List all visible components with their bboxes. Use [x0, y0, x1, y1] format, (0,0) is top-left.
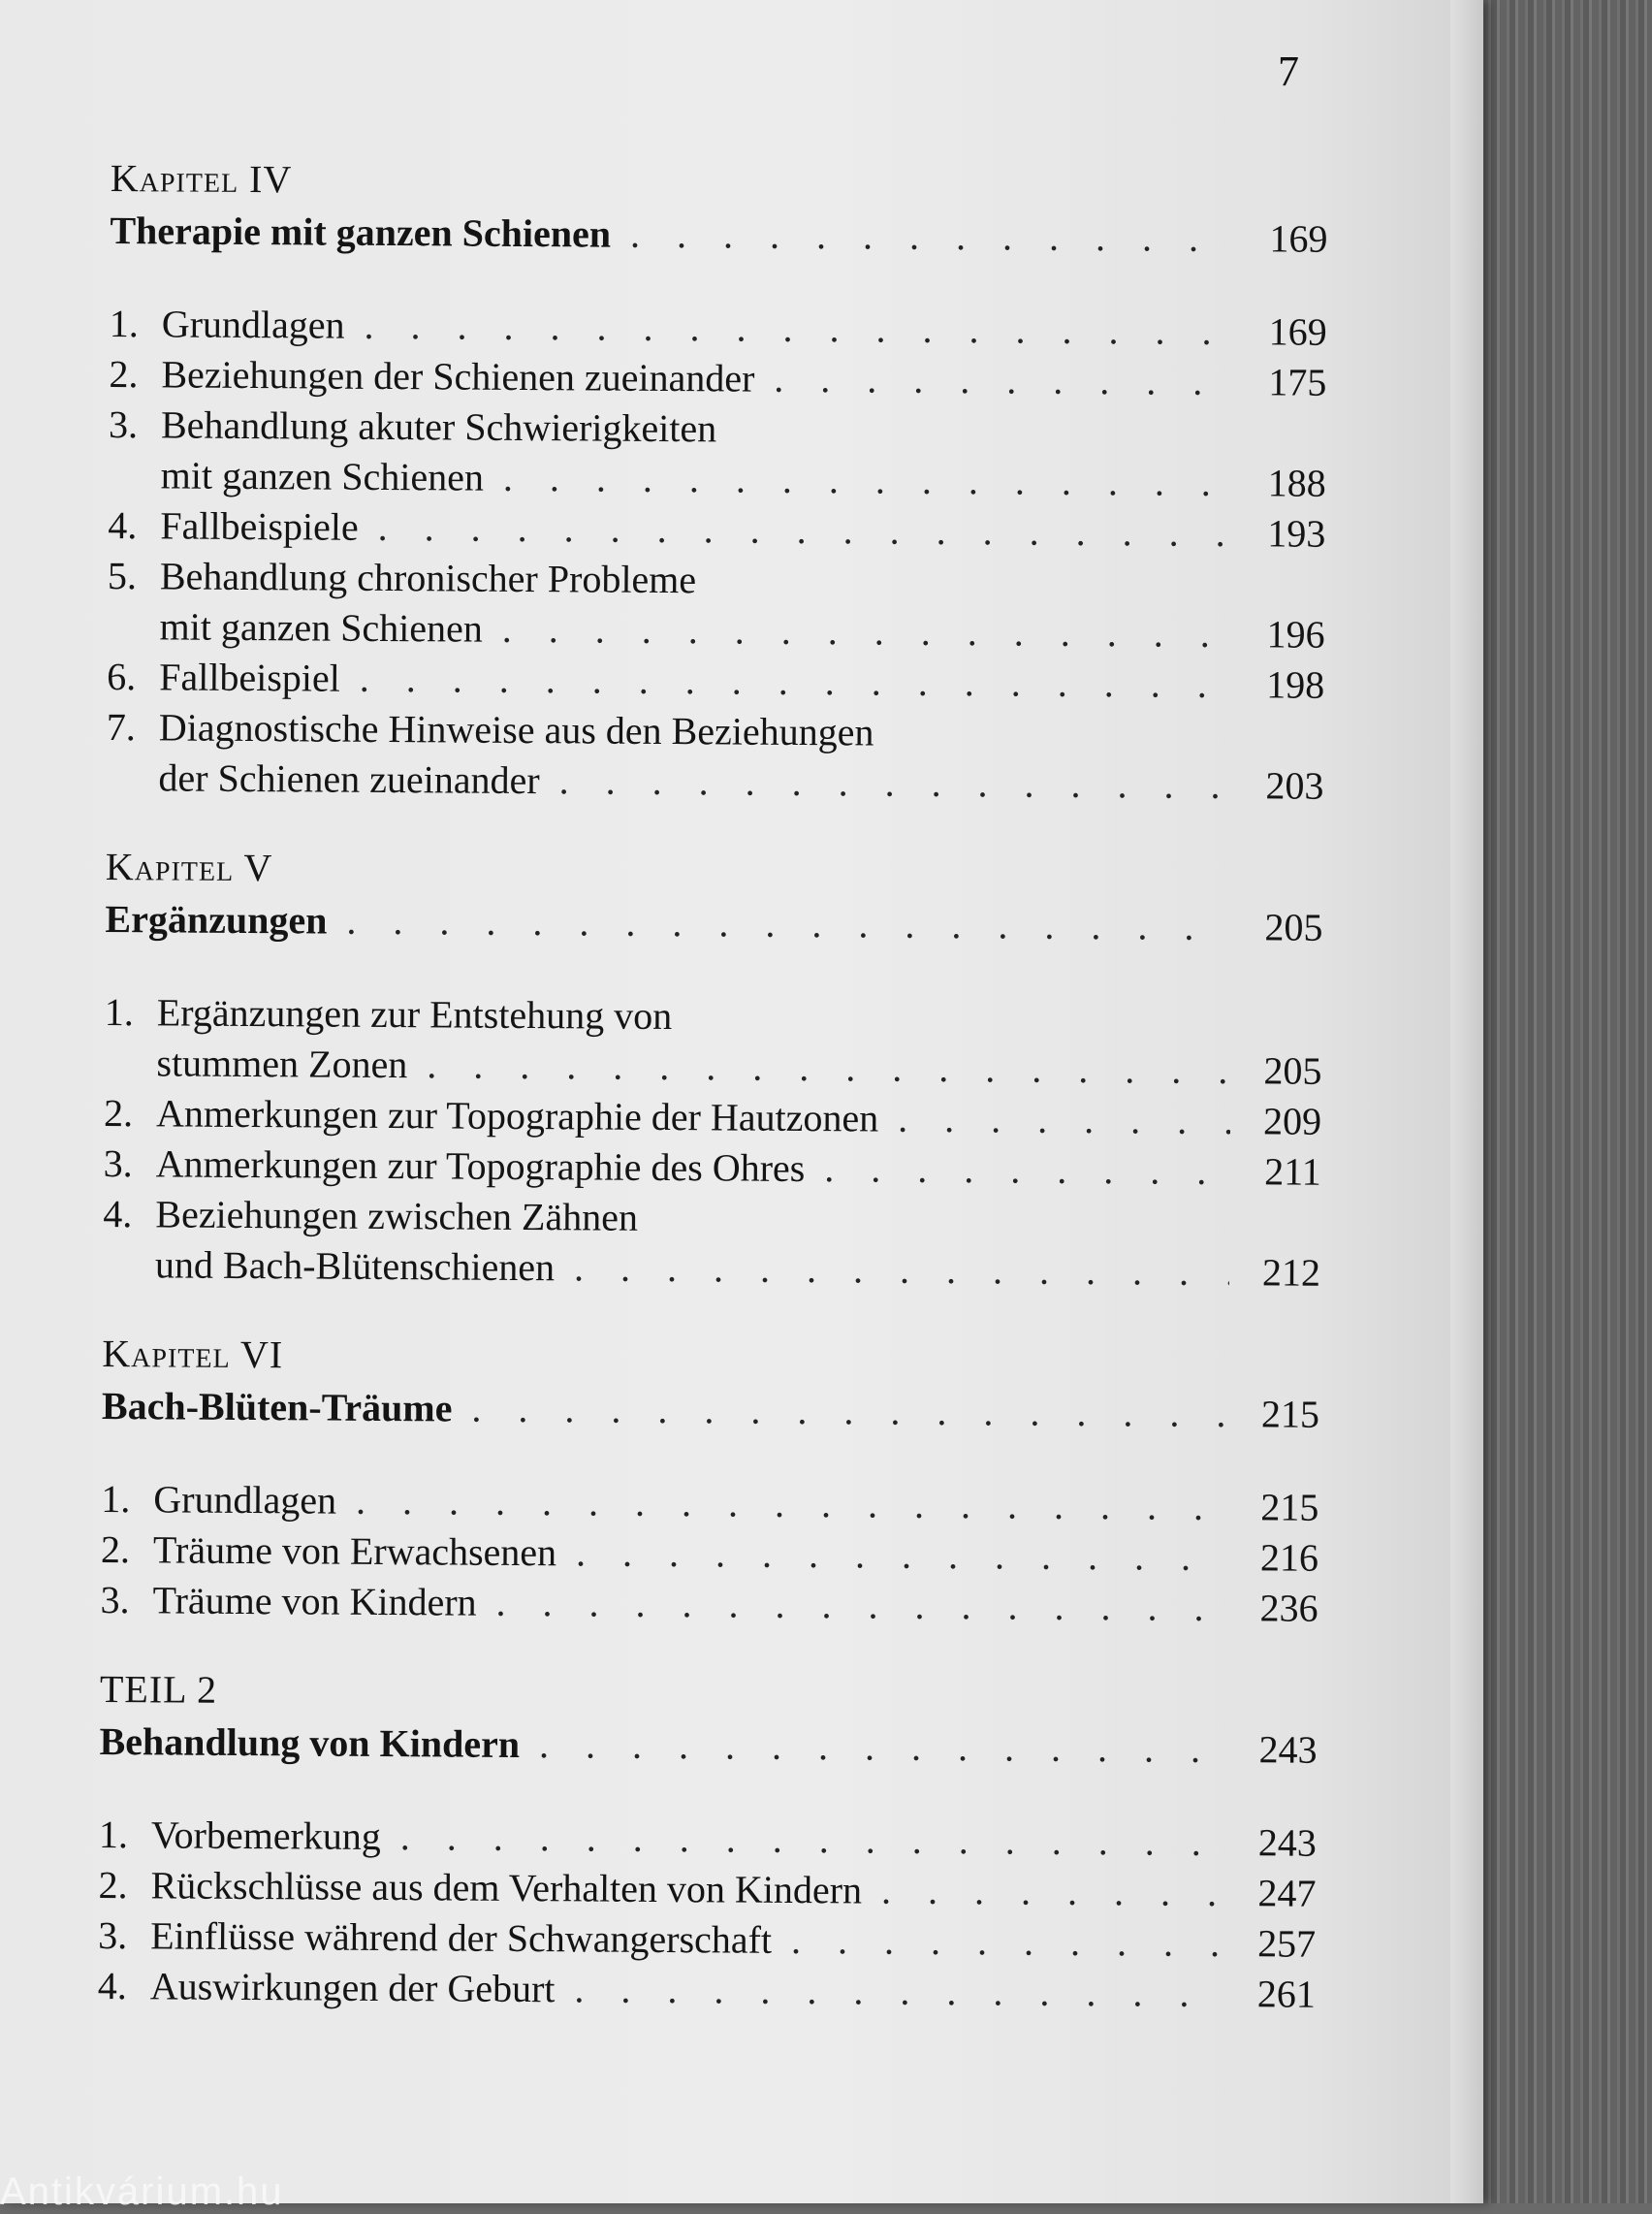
page-number: 7 — [1278, 48, 1299, 95]
toc-entry-line — [101, 1474, 1318, 1533]
toc-entry-number: 2. — [109, 351, 139, 397]
section-kicker: Kapitel IV — [110, 155, 293, 202]
dot-leader — [558, 755, 1232, 811]
toc-entry — [104, 987, 1322, 1097]
toc-entry-page: 215 — [1260, 1485, 1319, 1529]
dot-leader — [791, 1915, 1224, 1969]
toc-entry — [98, 1860, 1316, 1919]
toc-entry-text: Grundlagen — [153, 1477, 337, 1523]
toc-section — [98, 1666, 1318, 2020]
dot-leader — [400, 1812, 1225, 1868]
section-kicker: TEIL 2 — [99, 1666, 218, 1712]
section-page-number: 243 — [1258, 1727, 1318, 1772]
toc-entry-line — [107, 601, 1324, 660]
toc-entry-page: 175 — [1268, 360, 1327, 404]
toc-entry-line — [107, 652, 1324, 711]
toc-entry-text: Anmerkungen zur Topographie der Hautzonen — [155, 1091, 879, 1140]
toc-entry-number: 1. — [101, 1476, 131, 1522]
toc-entry-text: und Bach-Blütenschienen — [154, 1242, 556, 1290]
page-edge-shadow — [1450, 0, 1483, 2203]
toc-entry — [104, 1139, 1321, 1198]
toc-entry-page: 209 — [1262, 1099, 1322, 1143]
dot-leader — [364, 301, 1236, 357]
toc-entry-number: 4. — [108, 502, 138, 548]
toc-entry-text: Fallbeispiele — [160, 503, 359, 549]
dot-leader — [427, 1040, 1230, 1096]
toc-entry-line — [110, 299, 1327, 358]
toc-entry — [106, 702, 1324, 812]
toc-entry-number: 1. — [104, 989, 134, 1035]
toc-entry — [100, 1575, 1318, 1634]
toc-entry-text: Grundlagen — [161, 302, 345, 347]
toc-entry-line — [109, 349, 1326, 408]
dot-leader — [360, 654, 1234, 710]
dot-leader — [630, 209, 1237, 264]
dot-leader — [471, 1384, 1228, 1439]
toc-entry-text: der Schienen zueinander — [158, 755, 540, 803]
toc-entry-line — [109, 450, 1326, 509]
toc-entry-page: 205 — [1263, 1048, 1322, 1093]
toc-entry-text: Vorbemerkung — [150, 1813, 382, 1858]
section-page-number: 169 — [1269, 216, 1328, 261]
section-title: Therapie mit ganzen Schienen — [110, 208, 612, 256]
dot-leader — [774, 354, 1235, 407]
toc-entry-text: Auswirkungen der Geburt — [149, 1964, 556, 2011]
toc-entry — [107, 551, 1325, 660]
dot-leader — [502, 604, 1234, 659]
dot-leader — [824, 1143, 1230, 1197]
section-title: Behandlung von Kindern — [99, 1718, 521, 1766]
toc-section — [106, 155, 1328, 812]
toc-entry-page: 261 — [1256, 1972, 1316, 2016]
toc-entry-text: Behandlung chronischer Probleme — [159, 554, 697, 602]
toc-entry-number: 4. — [103, 1191, 133, 1236]
toc-entry — [108, 500, 1325, 560]
toc-entry-line — [106, 753, 1323, 812]
dot-leader — [356, 1476, 1228, 1532]
toc-entry-text: Einflüsse während der Schwangerschaft — [150, 1913, 773, 1962]
section-page-number: 215 — [1260, 1392, 1320, 1436]
toc-entry-page: 236 — [1259, 1586, 1318, 1630]
toc-entry-line — [103, 1189, 1320, 1248]
toc-entry — [109, 400, 1327, 509]
section-kicker: Kapitel VI — [102, 1331, 284, 1377]
toc-entry-number: 3. — [103, 1140, 133, 1186]
toc-entry-text: Diagnostische Hinweise aus den Beziehungen — [158, 705, 874, 754]
section-title: Ergänzungen — [105, 896, 328, 943]
toc-entry-text: Ergänzungen zur Entstehung von — [156, 990, 673, 1039]
toc-entry-number: 3. — [108, 401, 139, 447]
toc-entry-text: Beziehungen zwischen Zähnen — [155, 1192, 639, 1239]
dot-leader — [576, 1527, 1227, 1583]
toc-entry-line — [108, 500, 1325, 560]
toc-entry-line — [109, 400, 1326, 459]
dot-leader — [574, 1964, 1224, 2019]
toc-entry-number: 3. — [100, 1577, 130, 1622]
toc-entry-line — [98, 1910, 1316, 1970]
dot-leader — [539, 1719, 1226, 1775]
dot-leader — [898, 1094, 1230, 1146]
dot-leader — [574, 1242, 1229, 1298]
toc-entry — [101, 1474, 1318, 1533]
background-surface — [1454, 0, 1652, 2203]
toc-entry-page: 216 — [1259, 1535, 1319, 1580]
toc-entry-line — [98, 1860, 1316, 1919]
dot-leader — [503, 453, 1235, 508]
dot-leader — [881, 1866, 1225, 1918]
section-page-number: 205 — [1264, 905, 1323, 949]
toc-entry-line — [108, 551, 1325, 610]
section-title-line — [102, 1381, 1319, 1440]
section-title-line — [105, 894, 1322, 953]
toc-entry-page: 243 — [1257, 1820, 1318, 1865]
toc-entry-line — [104, 1088, 1321, 1147]
toc-entry-text: Rückschlüsse aus dem Verhalten von Kindern — [150, 1863, 863, 1912]
toc-entry-page: 212 — [1261, 1250, 1321, 1295]
section-kicker: Kapitel V — [105, 844, 273, 890]
toc-entry-page: 257 — [1256, 1921, 1317, 1966]
toc-entry-number: 2. — [100, 1526, 131, 1572]
toc-entry-number: 1. — [98, 1812, 129, 1857]
dot-leader — [346, 896, 1231, 952]
toc-entry-line — [101, 1524, 1318, 1584]
toc-entry-text: Behandlung akuter Schwierigkeiten — [160, 402, 717, 451]
toc-entry — [104, 1088, 1321, 1147]
toc-entry-page: 193 — [1267, 511, 1326, 556]
toc-entry-text: Träume von Erwachsenen — [152, 1527, 557, 1575]
toc-entry-line — [98, 1961, 1316, 2020]
toc-entry-page: 211 — [1264, 1149, 1321, 1194]
toc-entry-line — [104, 1139, 1321, 1198]
toc-entry-text: Beziehungen der Schienen zueinander — [161, 352, 755, 401]
toc-entry-line — [103, 1239, 1320, 1299]
toc-entry-line — [107, 702, 1324, 761]
toc-entry-page: 188 — [1267, 461, 1326, 505]
toc-entry-line — [104, 1038, 1321, 1097]
toc-entry-page: 247 — [1257, 1871, 1317, 1915]
toc-entry-number: 7. — [106, 704, 137, 750]
section-title: Bach-Blüten-Träume — [101, 1383, 453, 1430]
toc-entry-page: 203 — [1265, 763, 1324, 808]
toc-entry-text: mit ganzen Schienen — [160, 453, 485, 499]
toc-entry-page: 198 — [1266, 662, 1325, 707]
toc-entry-text: Fallbeispiel — [159, 655, 341, 700]
toc-section — [100, 1331, 1319, 1634]
toc-entry-text: Träume von Kindern — [152, 1578, 477, 1624]
section-title-line — [110, 206, 1327, 265]
toc-entry-text: stummen Zonen — [156, 1041, 408, 1087]
toc-entry-text: Anmerkungen zur Topographie des Ohres — [155, 1141, 806, 1191]
toc-entry-line — [105, 987, 1322, 1046]
toc-entry — [107, 652, 1324, 711]
toc-entry — [98, 1910, 1316, 1970]
section-title-line — [99, 1717, 1317, 1776]
toc-entry — [103, 1189, 1321, 1299]
table-of-contents — [98, 155, 1328, 2020]
toc-entry-number: 2. — [98, 1862, 128, 1908]
toc-section — [103, 844, 1323, 1299]
toc-entry — [101, 1524, 1318, 1584]
toc-entry — [110, 299, 1327, 358]
dot-leader — [495, 1578, 1226, 1633]
toc-entry-number: 4. — [97, 1963, 127, 2008]
toc-entry — [98, 1961, 1316, 2020]
dot-leader — [378, 502, 1235, 559]
toc-entry-line — [100, 1575, 1318, 1634]
toc-entry-line — [99, 1810, 1317, 1869]
toc-entry — [109, 349, 1326, 408]
toc-entry-page: 169 — [1268, 309, 1327, 354]
toc-entry-number: 5. — [107, 553, 138, 598]
toc-entry-number: 1. — [109, 301, 139, 346]
toc-entry-number: 3. — [98, 1912, 128, 1958]
watermark-text: Antikvárium.hu — [0, 2170, 284, 2213]
toc-entry-number: 6. — [107, 654, 137, 699]
toc-entry-page: 196 — [1266, 612, 1325, 657]
toc-entry — [99, 1810, 1317, 1869]
toc-entry-number: 2. — [103, 1090, 134, 1136]
toc-entry-text: mit ganzen Schienen — [159, 604, 483, 651]
